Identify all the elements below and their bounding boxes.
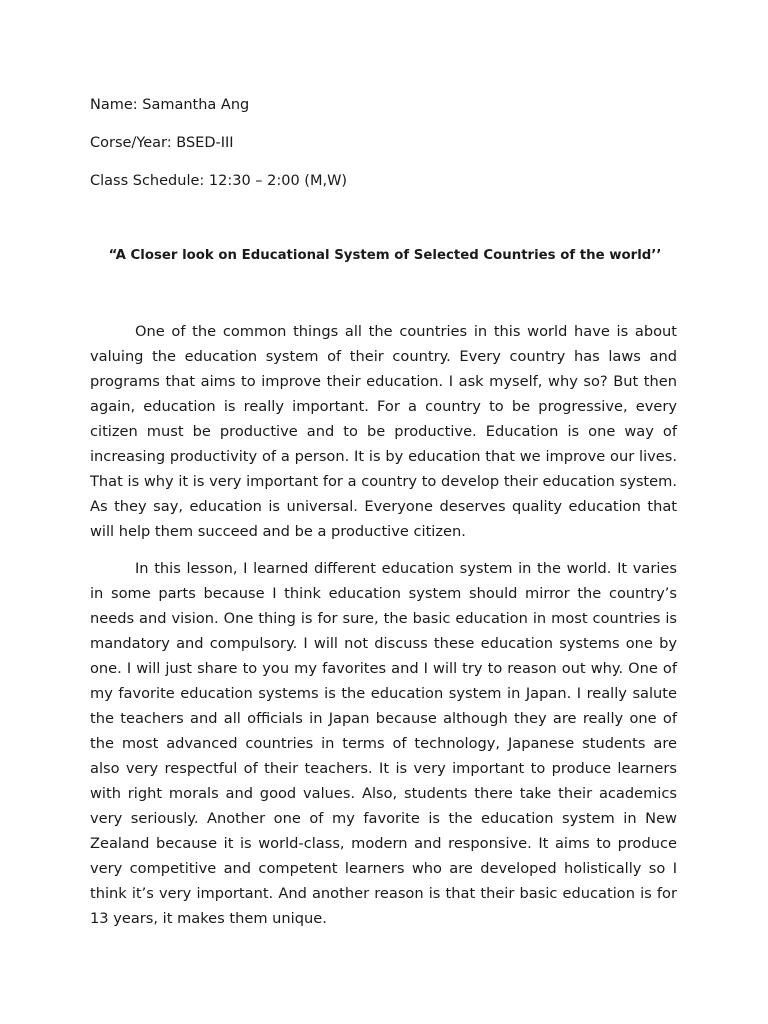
class-schedule: Class Schedule: 12:30 – 2:00 (M,W) — [90, 173, 348, 189]
student-name: Name: Samantha Ang — [90, 97, 250, 113]
course-year: Corse/Year: BSED-III — [90, 135, 234, 151]
paragraph-2: In this lesson, I learned different education system in the world. It varies in some parts because I think education system should mirror the country’s needs and vision. One thing is for sure, the basic education in most countries is mandatory and compulsory. I will not discuss these education systems one by one. I will just share to you my favorites and I will try to reason out why. One of my favorite education systems is the education system in Japan. I really salute the teachers and all officials in Japan because although they are really one of the most advanced countries in terms of technology, Japanese students are also very respectful of their teachers. It is very important to produce learners with right morals and good values. Also, students there take their academics very seriously. Another one of my favorite is the education system in New Zealand because it is world-class, modern and responsive. It aims to produce very competitive and competent learners who are developed holistically so I think it’s very important. And another reason is that their basic education is for 13 years, it makes them unique. — [90, 560, 677, 927]
paragraph-1: One of the common things all the countries in this world have is about valuing the education system of their country. Every country has laws and programs that aims to improve their education. I ask myself, why so? But then again, education is really important. For a country to be progressive, every citizen must be productive and to be productive. Education is one way of increasing productivity of a person. It is by education that we improve our lives. That is why it is very important for a country to develop their education system. As they say, education is universal. Everyone deserves quality education that will help them succeed and be a productive citizen. — [90, 323, 677, 540]
essay-title: “A Closer look on Educational System of Selected Countries of the world’’ — [108, 248, 662, 263]
